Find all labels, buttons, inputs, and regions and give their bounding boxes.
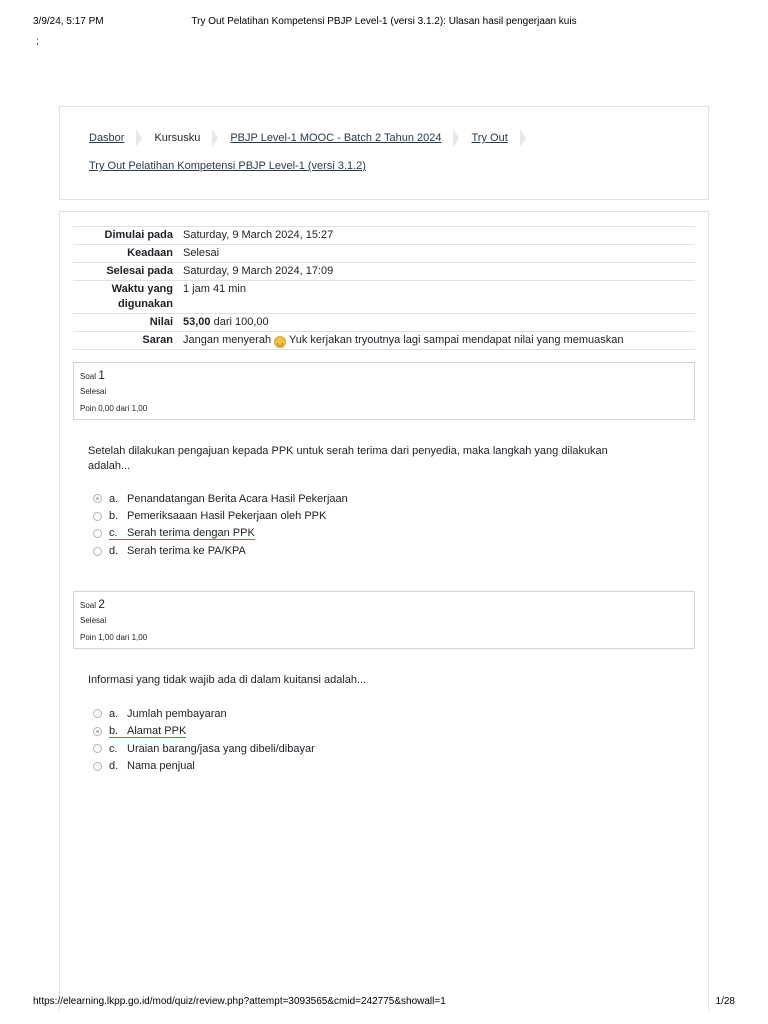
breadcrumb-dasbor[interactable]: Dasbor (89, 132, 125, 144)
radio-icon (93, 529, 102, 538)
answer-text: Serah terima ke PA/KPA (127, 545, 246, 558)
question-state: Selesai (80, 387, 107, 396)
question-number: Soal 2 (80, 597, 105, 611)
question-grade: Poin 0,00 dari 1,00 (80, 404, 148, 413)
question-text: Setelah dilakukan pengajuan kepada PPK untuk serah terima dari penyedia, maka langkah yang dilakukan adalah... (88, 445, 608, 472)
summary-value (181, 314, 695, 332)
print-page-title: Try Out Pelatihan Kompetensi PBJP Level-1 (versi 3.1.2): Ulasan hasil pengerjaan kuis (191, 16, 577, 27)
question-info-box (73, 362, 695, 420)
radio-selected-icon (93, 494, 102, 503)
grade-max: dari 100,00 (213, 316, 269, 328)
answer-option-correct: b. Alamat PPK (93, 723, 315, 741)
breadcrumb-kursusku: Kursusku (154, 132, 201, 144)
answer-text: Penandatangan Berita Acara Hasil Pekerjaan (127, 492, 348, 505)
answer-option: a. Jumlah pembayaran (93, 705, 315, 723)
summary-value: Saturday, 9 March 2024, 17:09 (183, 265, 334, 277)
summary-value: Saturday, 9 March 2024, 15:27 (183, 229, 334, 241)
summary-row-started (73, 227, 695, 245)
summary-label: Dimulai pada (104, 229, 173, 241)
summary-label: Nilai (149, 316, 173, 328)
answer-list (93, 705, 315, 775)
radio-icon (93, 547, 102, 556)
summary-row-completed (73, 263, 695, 281)
print-page-number: 1/28 (715, 996, 735, 1007)
attempt-summary-table (73, 226, 695, 350)
answer-text: Nama penjual (127, 760, 195, 773)
summary-label: Saran (142, 334, 173, 346)
print-header (33, 16, 735, 30)
feedback-text-start: Jangan menyerah (183, 334, 272, 346)
breadcrumb-try-out[interactable]: Try Out (471, 132, 508, 144)
breadcrumb-course[interactable]: PBJP Level-1 MOOC - Batch 2 Tahun 2024 (230, 132, 442, 144)
answer-text: Alamat PPK (127, 724, 187, 737)
feedback-text-end: Yuk kerjakan tryoutnya lagi sampai mendapat nilai yang memuaskan (288, 334, 624, 346)
question-grade: Poin 1,00 dari 1,00 (80, 633, 148, 642)
breadcrumb-separator-icon (453, 129, 459, 147)
question-state: Selesai (80, 616, 107, 625)
answer-option: d. Serah terima ke PA/KPA (93, 543, 348, 561)
radio-icon (93, 744, 102, 753)
breadcrumb-separator-icon (136, 129, 142, 147)
answer-text: Pemeriksaaan Hasil Pekerjaan oleh PPK (127, 510, 327, 523)
breadcrumb-separator-icon (520, 129, 526, 147)
summary-row-state (73, 245, 695, 263)
radio-selected-icon (93, 727, 102, 736)
answer-list (93, 490, 348, 560)
summary-label: Waktu yang digunakan (111, 283, 173, 310)
radio-icon (93, 762, 102, 771)
question-number: Soal 1 (80, 368, 105, 382)
smile-emoji-icon: ◡ (274, 336, 286, 348)
summary-row-time-taken (73, 281, 695, 314)
summary-value: Selesai (183, 247, 220, 259)
stray-text: ; (36, 36, 39, 47)
answer-text: Uraian barang/jasa yang dibeli/dibayar (127, 742, 315, 755)
summary-value: 1 jam 41 min (183, 283, 246, 295)
answer-text: Serah terima dengan PPK (127, 527, 255, 540)
quiz-review-card (59, 211, 709, 1011)
answer-option: b. Pemeriksaaan Hasil Pekerjaan oleh PPK (93, 508, 348, 526)
question-text: Informasi yang tidak wajib ada di dalam kuitansi adalah... (88, 674, 367, 686)
breadcrumb-card (59, 106, 709, 200)
grade-score: 53,00 (183, 316, 211, 328)
print-url: https://elearning.lkpp.go.id/mod/quiz/review.php?attempt=3093565&cmid=242775&showall=1 (33, 996, 446, 1007)
breadcrumb-current-quiz[interactable]: Try Out Pelatihan Kompetensi PBJP Level-1 (versi 3.1.2) (89, 160, 366, 172)
answer-option: a. Penandatangan Berita Acara Hasil Pekerjaan (93, 490, 348, 508)
summary-label: Keadaan (127, 247, 173, 259)
summary-value (181, 332, 695, 350)
answer-option: d. Nama penjual (93, 758, 315, 776)
summary-row-grade (73, 314, 695, 332)
radio-icon (93, 512, 102, 521)
answer-option: c. Uraian barang/jasa yang dibeli/dibayar (93, 740, 315, 758)
radio-icon (93, 709, 102, 718)
print-datetime: 3/9/24, 5:17 PM (33, 16, 104, 27)
breadcrumb (89, 129, 538, 147)
answer-text: Jumlah pembayaran (127, 707, 227, 720)
answer-option-correct: c. Serah terima dengan PPK (93, 525, 348, 543)
summary-row-feedback (73, 332, 695, 350)
summary-label: Selesai pada (106, 265, 173, 277)
breadcrumb-separator-icon (212, 129, 218, 147)
question-info-box (73, 591, 695, 649)
